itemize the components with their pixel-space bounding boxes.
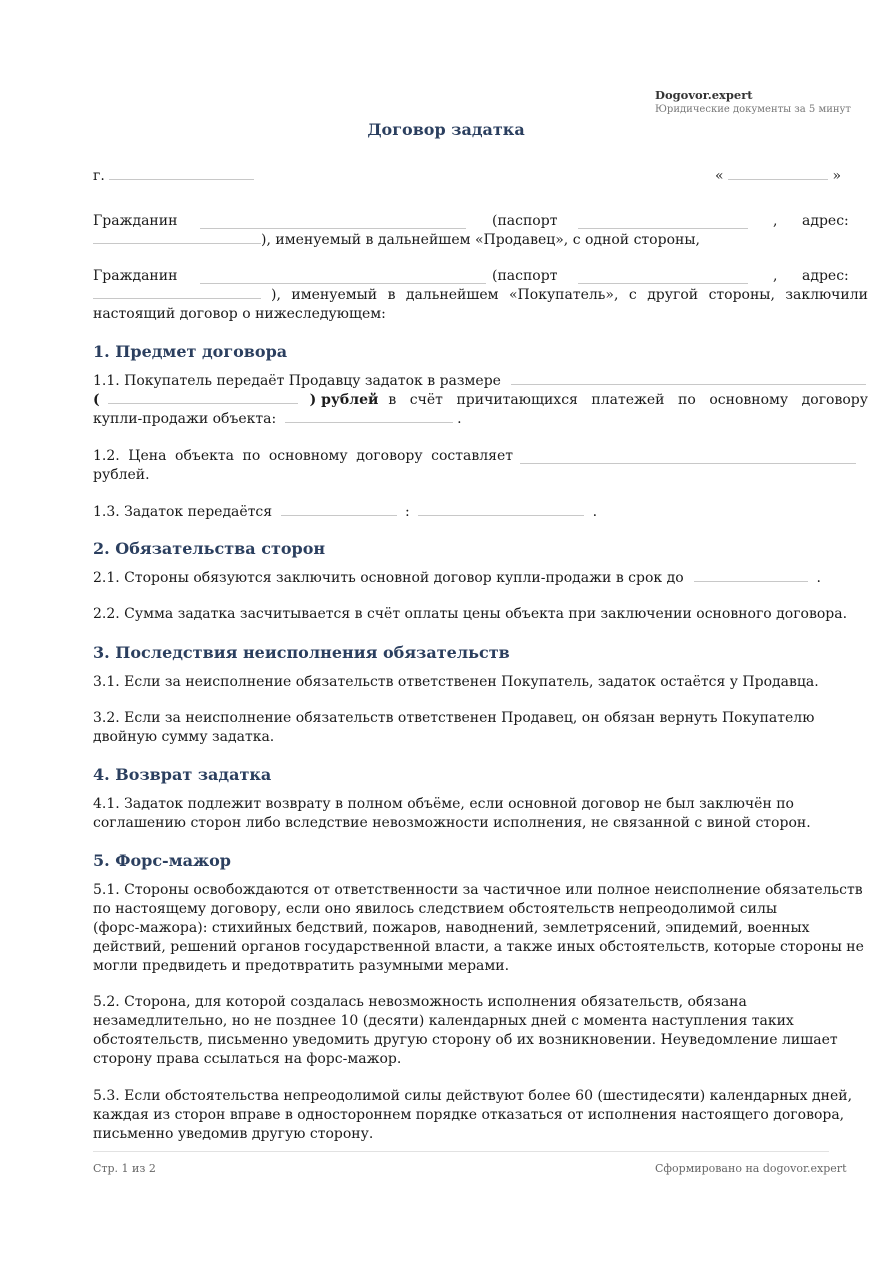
- clause-5-1-line1: 5.1. Стороны освобождаются от ответственности за частичное или полное неисполнение обязательств: [93, 882, 863, 898]
- clause-5-1-line3: (форс-мажора): стихийных бедствий, пожаров, наводнений, землетрясений, эпидемий, военных: [93, 920, 810, 936]
- clause-1-2-text: 1.2. Цена объекта по основному договору составляет: [93, 448, 513, 464]
- rubles-label: ) рублей: [309, 392, 379, 408]
- transfer-method-blank[interactable]: [281, 503, 397, 516]
- party2-tail: ), именуемый в дальнейшем «Покупатель», с другой стороны, заключили: [271, 287, 868, 303]
- date-line: [715, 167, 841, 186]
- clause-5-1-line4: действий, решений органов государственной власти, а также иных обстоятельств, которые стороны не: [93, 939, 864, 955]
- section5-heading: 5. Форс-мажор: [93, 851, 231, 870]
- section2-heading: 2. Обязательства сторон: [93, 539, 326, 558]
- party1-address-blank[interactable]: [93, 231, 261, 244]
- party1-passport-blank[interactable]: [578, 216, 748, 229]
- party2-line2: [93, 286, 868, 305]
- open-paren: (: [93, 392, 100, 408]
- clause-1-1-line1: [93, 372, 866, 391]
- party1-citizen-label: Гражданин: [93, 213, 178, 229]
- clause-1-3: [93, 503, 597, 522]
- clause-1-3-colon: :: [405, 504, 410, 520]
- city-prefix: г.: [93, 168, 105, 184]
- clause-5-2-line1: 5.2. Сторона, для которой создалась невозможность исполнения обязательств, обязана: [93, 994, 747, 1010]
- party1-address-label: адрес:: [802, 213, 849, 229]
- clause-3-2-line1: 3.2. Если за неисполнение обязательств ответственен Продавец, он обязан вернуть Покупателю: [93, 710, 815, 726]
- transfer-details-blank[interactable]: [418, 503, 584, 516]
- party2-tail2: настоящий договор о нижеследующем:: [93, 306, 386, 322]
- object-blank[interactable]: [285, 410, 453, 423]
- date-blank[interactable]: [728, 167, 828, 180]
- clause-1-2-rubles: рублей.: [93, 467, 150, 483]
- clause-4-1-line1: 4.1. Задаток подлежит возврату в полном объёме, если основной договор не был заключён по: [93, 796, 794, 812]
- object-dot: .: [457, 411, 462, 427]
- party1-comma: ,: [773, 213, 778, 229]
- clause-1-1-text: 1.1. Покупатель передаёт Продавцу задаток в размере: [93, 373, 501, 389]
- party2-address-blank[interactable]: [93, 286, 261, 299]
- footer-page-number: Стр. 1 из 2: [93, 1162, 156, 1175]
- clause-3-1: 3.1. Если за неисполнение обязательств ответственен Покупатель, задаток остаётся у Продавца.: [93, 674, 819, 690]
- party1-tail: ), именуемый в дальнейшем «Продавец», с одной стороны,: [261, 232, 700, 248]
- city-line: [93, 167, 254, 186]
- clause-1-1-line2: [93, 391, 868, 410]
- clause-5-3-line1: 5.3. Если обстоятельства непреодолимой силы действуют более 60 (шестидесяти) календарных дней,: [93, 1088, 853, 1104]
- party2-comma: ,: [773, 268, 778, 284]
- clause-2-1-dot: .: [816, 570, 821, 586]
- clause-1-3-dot: .: [592, 504, 598, 520]
- clause-3-2-line2: двойную сумму задатка.: [93, 729, 275, 745]
- footer-divider: [93, 1151, 829, 1152]
- clause-2-2: 2.2. Сумма задатка засчитывается в счёт оплаты цены объекта при заключении основного договора.: [93, 606, 848, 622]
- object-price-blank[interactable]: [520, 451, 856, 464]
- date-close-quote: »: [832, 168, 842, 184]
- deposit-words-blank[interactable]: [108, 391, 298, 404]
- clause-1-1-continuation: в счёт причитающихся платежей по основному договору: [388, 392, 868, 408]
- date-open-quote: «: [715, 168, 724, 184]
- clause-5-3-line2: каждая из сторон вправе в одностороннем порядке отказаться от исполнения настоящего договора,: [93, 1107, 845, 1123]
- clause-2-1-text: 2.1. Стороны обязуются заключить основной договор купли-продажи в срок до: [93, 570, 684, 586]
- city-blank[interactable]: [109, 167, 254, 180]
- clause-5-2-line4: сторону права ссылаться на форс-мажор.: [93, 1051, 402, 1067]
- clause-5-1-line2: по настоящему договору, если оно явилось следствием обстоятельств непреодолимой силы: [93, 901, 777, 917]
- section3-heading: 3. Последствия неисполнения обязательств: [93, 643, 510, 662]
- brand-name: Dogovor.expert: [655, 88, 753, 102]
- footer-generated-link[interactable]: Сформировано на dogovor.expert: [655, 1162, 847, 1175]
- document-title: Договор задатка: [367, 120, 525, 139]
- section4-heading: 4. Возврат задатка: [93, 765, 272, 784]
- clause-1-3-text: 1.3. Задаток передаётся: [93, 504, 273, 520]
- party1-passport-label: (паспорт: [492, 213, 558, 229]
- clause-4-1-line2: соглашению сторон либо вследствие невозможности исполнения, не связанной с виной сторон.: [93, 815, 811, 831]
- clause-5-2-line2: незамедлительно, но не позднее 10 (десяти) календарных дней с момента наступления таких: [93, 1013, 794, 1029]
- clause-5-2-line3: обстоятельств, письменно уведомить другую сторону об их возникновении. Неуведомление лишает: [93, 1032, 838, 1048]
- party2-address-label: адрес:: [802, 268, 849, 284]
- party2-passport-label: (паспорт: [492, 268, 558, 284]
- section1-heading: 1. Предмет договора: [93, 342, 288, 361]
- brand-tagline: Юридические документы за 5 минут: [655, 104, 851, 115]
- clause-2-1: [93, 569, 821, 588]
- party2-name-blank[interactable]: [200, 271, 486, 284]
- object-label: купли-продажи объекта:: [93, 411, 277, 427]
- clause-5-3-line3: письменно уведомив другую сторону.: [93, 1126, 374, 1142]
- deposit-amount-blank[interactable]: [511, 372, 866, 385]
- clause-5-1-line5: могли предвидеть и предотвратить разумными мерами.: [93, 958, 510, 974]
- party1-name-blank[interactable]: [200, 216, 466, 229]
- brand-header: [655, 88, 851, 117]
- party1-line2: [93, 231, 700, 250]
- deadline-blank[interactable]: [694, 569, 808, 582]
- party2-citizen-label: Гражданин: [93, 268, 178, 284]
- clause-1-1-line3: [93, 410, 462, 429]
- party2-passport-blank[interactable]: [578, 271, 748, 284]
